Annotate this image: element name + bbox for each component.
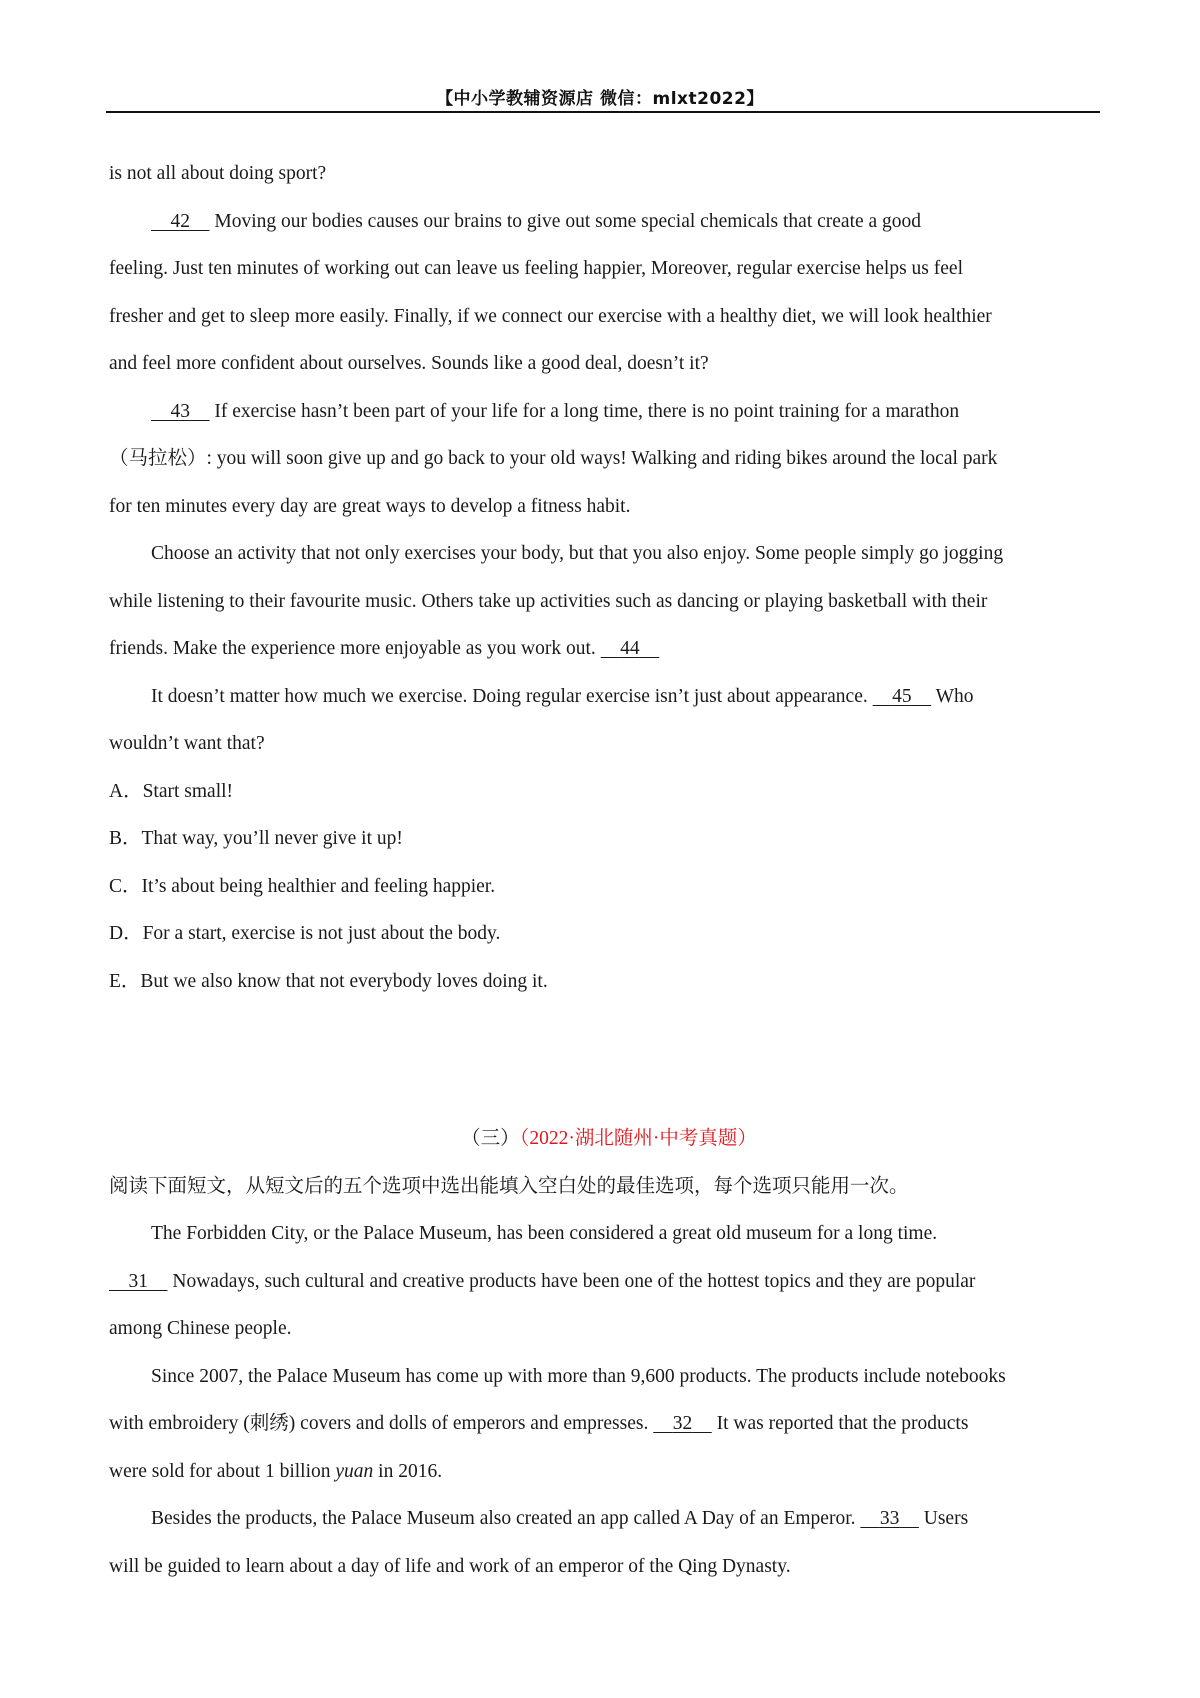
paragraph-line: The Forbidden City, or the Palace Museum, has been considered a great old museum for a long time.	[151, 1223, 938, 1244]
option-a: A．Start small!	[109, 780, 234, 802]
option-e: E．But we also know that not everybody loves doing it.	[109, 970, 548, 992]
answer-blank: 44	[620, 638, 640, 659]
option-c: C．It’s about being healthier and feeling happier.	[109, 875, 496, 897]
paragraph-line: is not all about doing sport?	[109, 163, 327, 184]
paragraph-line: among Chinese people.	[109, 1318, 292, 1339]
header-divider	[106, 111, 1100, 113]
section-title: （三）（2022·湖北随州·中考真题）	[461, 1128, 757, 1149]
paragraph-line: fresher and get to sleep more easily. Finally, if we connect our exercise with a healthy diet, we will look healthier	[109, 305, 992, 327]
paragraph-line: while listening to their favourite music. Others take up activities such as dancing or playing basketball with their	[109, 590, 988, 612]
paragraph-line: （马拉松）: you will soon give up and go back to your old ways! Walking and riding bikes around the local park	[109, 448, 998, 469]
paragraph-line: 42 Moving our bodies causes our brains to give out some special chemicals that create a good	[109, 198, 1099, 246]
paragraph-line: It doesn’t matter how much we exercise. Doing regular exercise isn’t just about appearance. 45 Who	[151, 685, 974, 707]
answer-blank: 45	[892, 685, 912, 707]
page-header: 【中小学教辅资源店 微信：mlxt2022】	[436, 89, 764, 109]
option-b: B．That way, you’ll never give it up!	[109, 828, 403, 849]
option-d: D．For a start, exercise is not just about the body.	[109, 923, 501, 944]
paragraph-line: Choose an activity that not only exercises your body, but that you also enjoy. Some people simply go jogging	[151, 543, 1004, 564]
paragraph-line: for ten minutes every day are great ways to develop a fitness habit.	[109, 495, 631, 517]
paragraph-line: 31 Nowadays, such cultural and creative products have been one of the hottest topics and they are popular	[109, 1258, 1099, 1306]
section-gap	[109, 1005, 1099, 1115]
instruction-text: 阅读下面短文，从短文后的五个选项中选出能填入空白处的最佳选项，每个选项只能用一次。	[109, 1175, 909, 1197]
paragraph-line: were sold for about 1 billion yuan in 2016.	[109, 1460, 443, 1482]
answer-blank: 31	[128, 1270, 148, 1292]
answer-blank: 42	[170, 210, 190, 232]
paragraph-line: and feel more confident about ourselves. Sounds like a good deal, doesn’t it?	[109, 353, 709, 374]
paragraph-line: Since 2007, the Palace Museum has come up with more than 9,600 products. The products include notebooks	[151, 1365, 1006, 1387]
paragraph-line: feeling. Just ten minutes of working out can leave us feeling happier, Moreover, regular exercise helps us feel	[109, 258, 963, 279]
paragraph-line: 43 If exercise hasn’t been part of your life for a long time, there is no point training for a marathon	[109, 388, 1099, 436]
paragraph-line: Besides the products, the Palace Museum also created an app called A Day of an Emperor. 33 Users	[151, 1508, 969, 1529]
answer-blank: 43	[170, 400, 190, 422]
italic-word: yuan	[335, 1460, 374, 1482]
paragraph-line: friends. Make the experience more enjoyable as you work out. 44	[109, 625, 1099, 673]
answer-blank: 33	[879, 1508, 900, 1529]
paragraph-line: will be guided to learn about a day of life and work of an emperor of the Qing Dynasty.	[109, 1555, 791, 1577]
document-body	[109, 150, 1099, 1590]
answer-blank: 32	[672, 1413, 693, 1434]
paragraph-line: with embroidery (刺绣) covers and dolls of emperors and empresses. 32 It was reported that the products	[109, 1413, 969, 1434]
paragraph-line: wouldn’t want that?	[109, 733, 265, 754]
